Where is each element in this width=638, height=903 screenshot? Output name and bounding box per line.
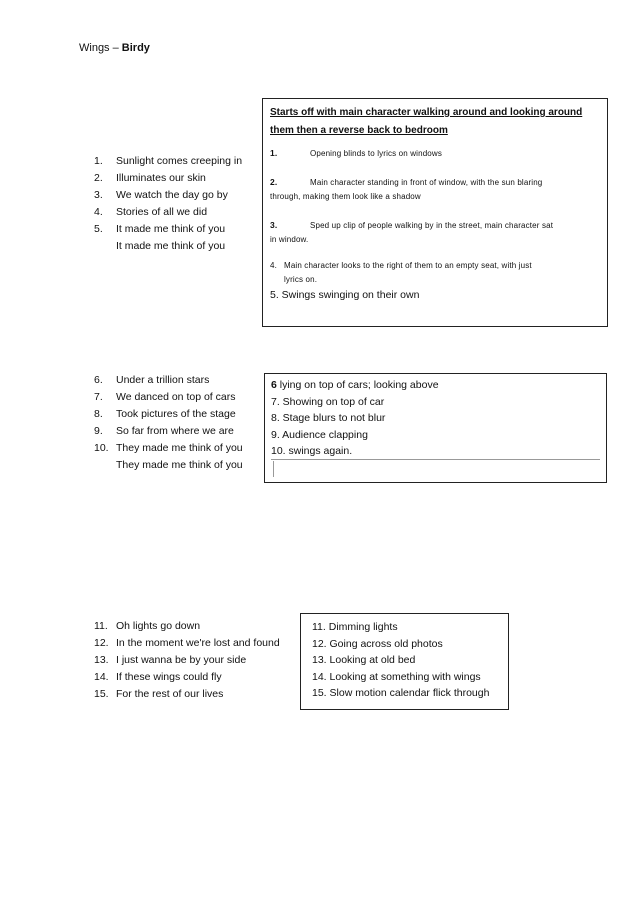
shot-note: 12. Going across old photos (312, 637, 443, 650)
lyric-number: 11. (94, 620, 108, 632)
lyric-line (94, 635, 280, 652)
lyric-text: Sunlight comes creeping in (116, 155, 243, 167)
lyric-text: Under a trillion stars (116, 374, 210, 386)
lyric-line (94, 153, 242, 170)
lyric-text: We danced on top of cars (116, 391, 236, 403)
lyric-line (94, 423, 243, 440)
lyric-text: Stories of all we did (116, 206, 208, 218)
shot-number: 4. (270, 261, 277, 270)
lyric-text: Took pictures of the stage (116, 408, 236, 420)
lyric-text: For the rest of our lives (116, 688, 224, 700)
lyric-number: 8. (94, 408, 103, 420)
lyric-number: 15. (94, 688, 109, 700)
document-title (79, 42, 150, 54)
lyric-text: It made me think of you (116, 223, 226, 235)
lyric-text: Illuminates our skin (116, 172, 206, 184)
shot-text-continued: lyrics on. (284, 275, 318, 284)
lyric-line (94, 187, 242, 204)
lyric-line (94, 389, 243, 406)
lyric-line (94, 440, 243, 457)
shot-number: 3. (270, 220, 278, 230)
box-heading: Starts off with main character walking around and looking around them then a reverse back to bedroom (270, 107, 583, 136)
lyric-text: We watch the day go by (116, 189, 228, 201)
shot-text: Main character standing in front of window, with the sun blaring (310, 178, 543, 187)
lyric-line (94, 221, 242, 238)
lyric-number: 6. (94, 374, 103, 386)
lyric-line (94, 652, 280, 669)
lyric-number: 14. (94, 671, 109, 683)
shot-note: 11. Dimming lights (312, 621, 398, 633)
lyric-number: 3. (94, 189, 103, 201)
lyric-line (94, 686, 280, 703)
shot-number: 6 (271, 379, 277, 391)
song-title: Wings – (79, 42, 122, 54)
divider-tick (273, 461, 274, 477)
lyric-line (94, 204, 242, 221)
shot-note (270, 175, 600, 190)
lyric-line (94, 406, 243, 423)
lyric-number: 9. (94, 425, 103, 437)
divider (271, 459, 600, 460)
shot-note (270, 146, 600, 161)
lyric-line (94, 170, 242, 187)
shot-text: Sped up clip of people walking by in the street, main character sat (310, 221, 554, 230)
lyrics-list-2 (94, 372, 243, 474)
shot-note: 15. Slow motion calendar flick through (312, 687, 490, 700)
lyric-line (94, 372, 243, 389)
shot-text-continued: in window. (270, 235, 309, 244)
lyric-text: If these wings could fly (116, 671, 222, 683)
lyric-line (94, 618, 280, 635)
shot-notes-box-3 (300, 613, 509, 710)
lyric-text: In the moment we're lost and found (116, 637, 280, 649)
shot-note: 8. Stage blurs to not blur (271, 412, 386, 425)
lyric-number: 4. (94, 206, 103, 218)
shot-text-continued: through, making them look like a shadow (270, 192, 421, 201)
shot-notes-box-1 (262, 98, 608, 327)
shot-note: 10. swings again. (271, 445, 353, 458)
lyric-text: I just wanna be by your side (116, 654, 247, 666)
shot-note: 5. Swings swinging on their own (270, 289, 420, 301)
lyric-text: It made me think of you (116, 240, 226, 252)
lyric-line (94, 669, 280, 686)
shot-number: 1. (270, 148, 278, 158)
shot-note: 13. Looking at old bed (312, 654, 416, 667)
shot-note (270, 259, 600, 273)
shot-note: 14. Looking at something with wings (312, 670, 481, 683)
shot-note (271, 377, 600, 394)
lyric-text: So far from where we are (116, 425, 234, 437)
shot-note: 9. Audience clapping (271, 428, 368, 441)
shot-note (270, 218, 600, 233)
lyric-number: 2. (94, 172, 103, 184)
shot-text: lying on top of cars; looking above (276, 379, 439, 391)
lyric-number: 7. (94, 391, 103, 403)
lyric-line (94, 457, 243, 474)
lyric-number: 13. (94, 654, 109, 666)
lyric-number: 10. (94, 442, 109, 454)
shot-note: 7. Showing on top of car (271, 395, 385, 408)
shot-text: Opening blinds to lyrics on windows (310, 149, 442, 158)
shot-notes-box-2 (264, 373, 607, 483)
lyric-number: 1. (94, 155, 103, 167)
lyric-number: 12. (94, 637, 109, 649)
lyrics-list-1 (94, 153, 242, 255)
shot-number: 2. (270, 177, 278, 187)
lyric-number: 5. (94, 223, 103, 235)
lyric-text: Oh lights go down (116, 620, 201, 632)
lyric-text: They made me think of you (116, 442, 243, 454)
lyrics-list-3 (94, 618, 280, 703)
lyric-line (94, 238, 242, 255)
shot-text: Main character looks to the right of them to an empty seat, with just (284, 261, 532, 270)
artist-name: Birdy (121, 42, 150, 54)
lyric-text: They made me think of you (116, 459, 243, 471)
